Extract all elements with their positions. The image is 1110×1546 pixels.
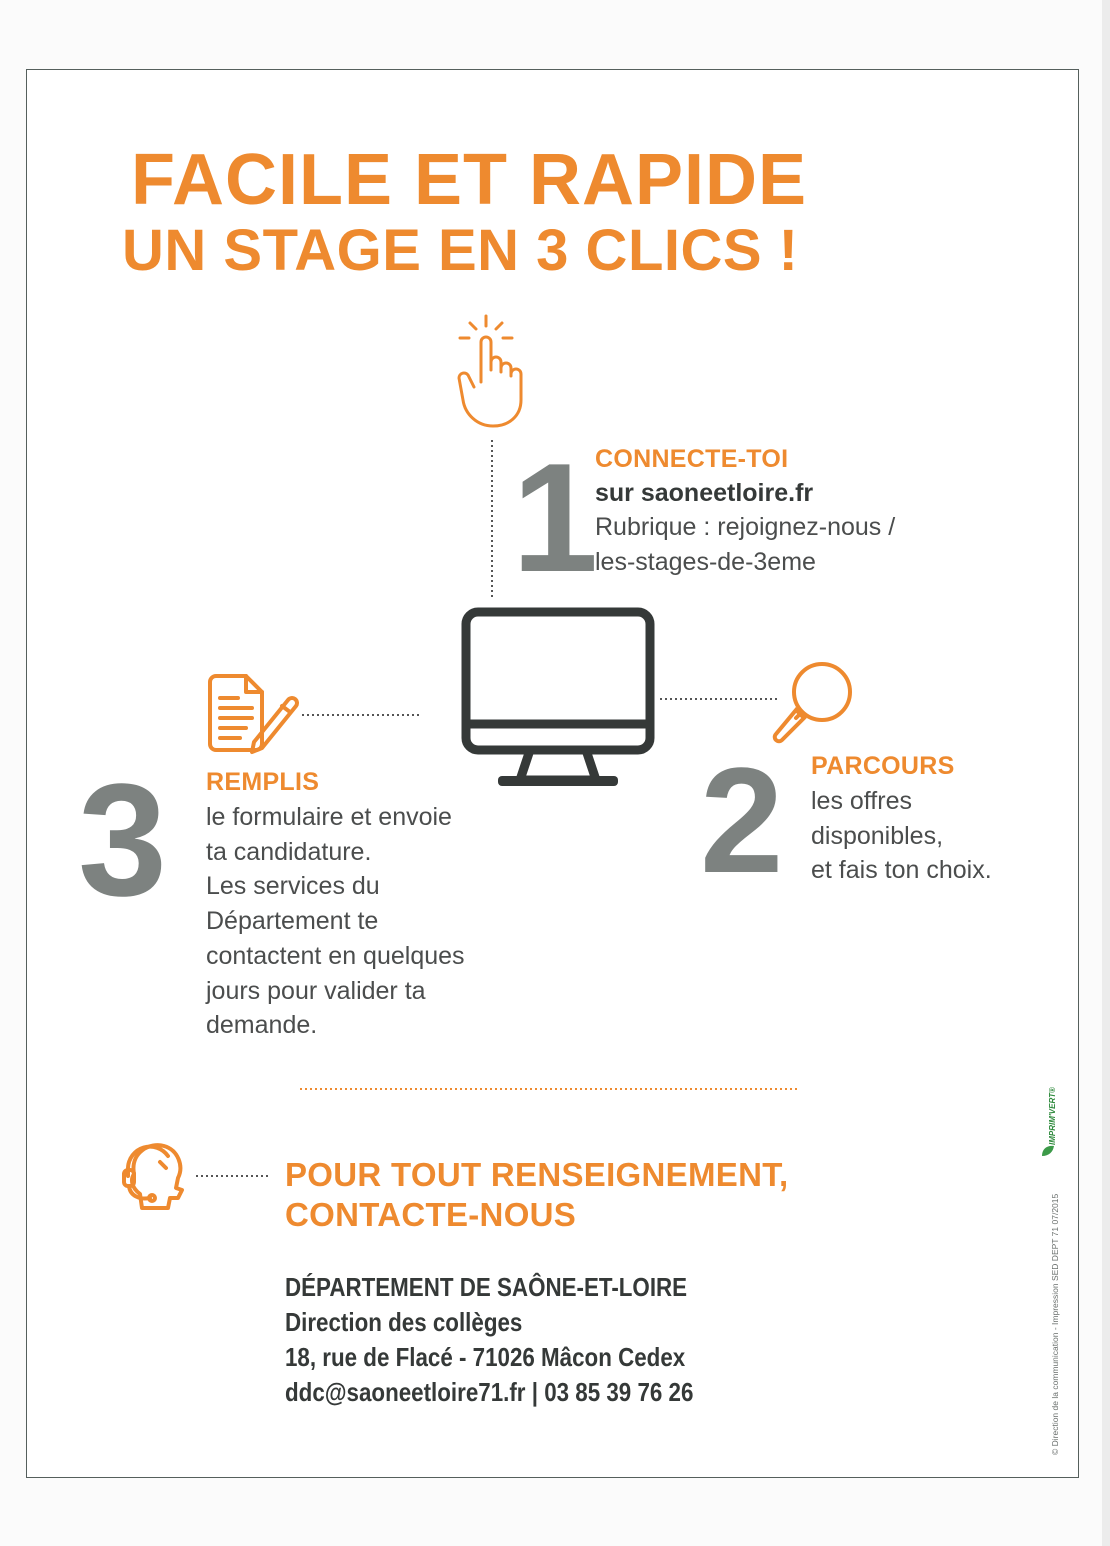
step-1-line-2: Rubrique : rejoignez-nous /: [595, 513, 896, 541]
step-2-number: 2: [700, 736, 780, 904]
step-2-line-2: disponibles,: [811, 822, 944, 850]
step-1-line-1: sur saoneetloire.fr: [595, 479, 814, 507]
step-2-line-3: et fais ton choix.: [811, 856, 992, 884]
form-pen-icon: [204, 672, 300, 756]
step-3-number: 3: [78, 750, 163, 929]
step-2-heading: PARCOURS: [811, 752, 955, 780]
contact-heading-line-1: POUR TOUT RENSEIGNEMENT,: [285, 1156, 789, 1193]
step-3-line-6: jours pour valider ta: [206, 977, 426, 1005]
leaf-icon: [1040, 1144, 1056, 1158]
address-street: 18, rue de Flacé - 71026 Mâcon Cedex: [285, 1342, 686, 1372]
step-3-line-1: le formulaire et envoie: [206, 803, 452, 831]
computer-monitor-icon: [458, 604, 658, 792]
address-organisation: DÉPARTEMENT DE SAÔNE-ET-LOIRE: [285, 1272, 688, 1302]
step-3-line-7: demande.: [206, 1011, 318, 1039]
step-1-line-3: les-stages-de-3eme: [595, 548, 816, 576]
step-3-line-3: Les services du: [206, 872, 380, 900]
step-3-line-2: ta candidature.: [206, 838, 372, 866]
magnifier-icon: [768, 660, 858, 746]
contact-address: [285, 1270, 760, 1410]
contact-heading: [285, 1155, 788, 1235]
step-3-heading: REMPLIS: [206, 768, 320, 796]
contact-heading-line-2: CONTACTE-NOUS: [285, 1196, 577, 1233]
step-1-number: 1: [512, 431, 595, 604]
step-3-line-4: Département te: [206, 907, 379, 935]
imprimvert-label: IMPRIM'VERT®: [1048, 1087, 1057, 1145]
side-credit: © Direction de la communication - Impression SED DEPT 71 07/2015: [1050, 1193, 1060, 1455]
hand-click-icon: [456, 312, 532, 432]
headset-support-icon: [120, 1138, 190, 1212]
step-1-heading: CONNECTE-TOI: [595, 445, 789, 473]
address-direction: Direction des collèges: [285, 1307, 523, 1337]
step-3-line-5: contactent en quelques: [206, 942, 465, 970]
title-line-2: UN STAGE EN 3 CLICS !: [122, 218, 799, 283]
address-email-phone: ddc@saoneetloire71.fr | 03 85 39 76 26: [285, 1377, 694, 1407]
step-2-line-1: les offres: [811, 787, 912, 815]
title-line-1: FACILE ET RAPIDE: [131, 140, 808, 220]
